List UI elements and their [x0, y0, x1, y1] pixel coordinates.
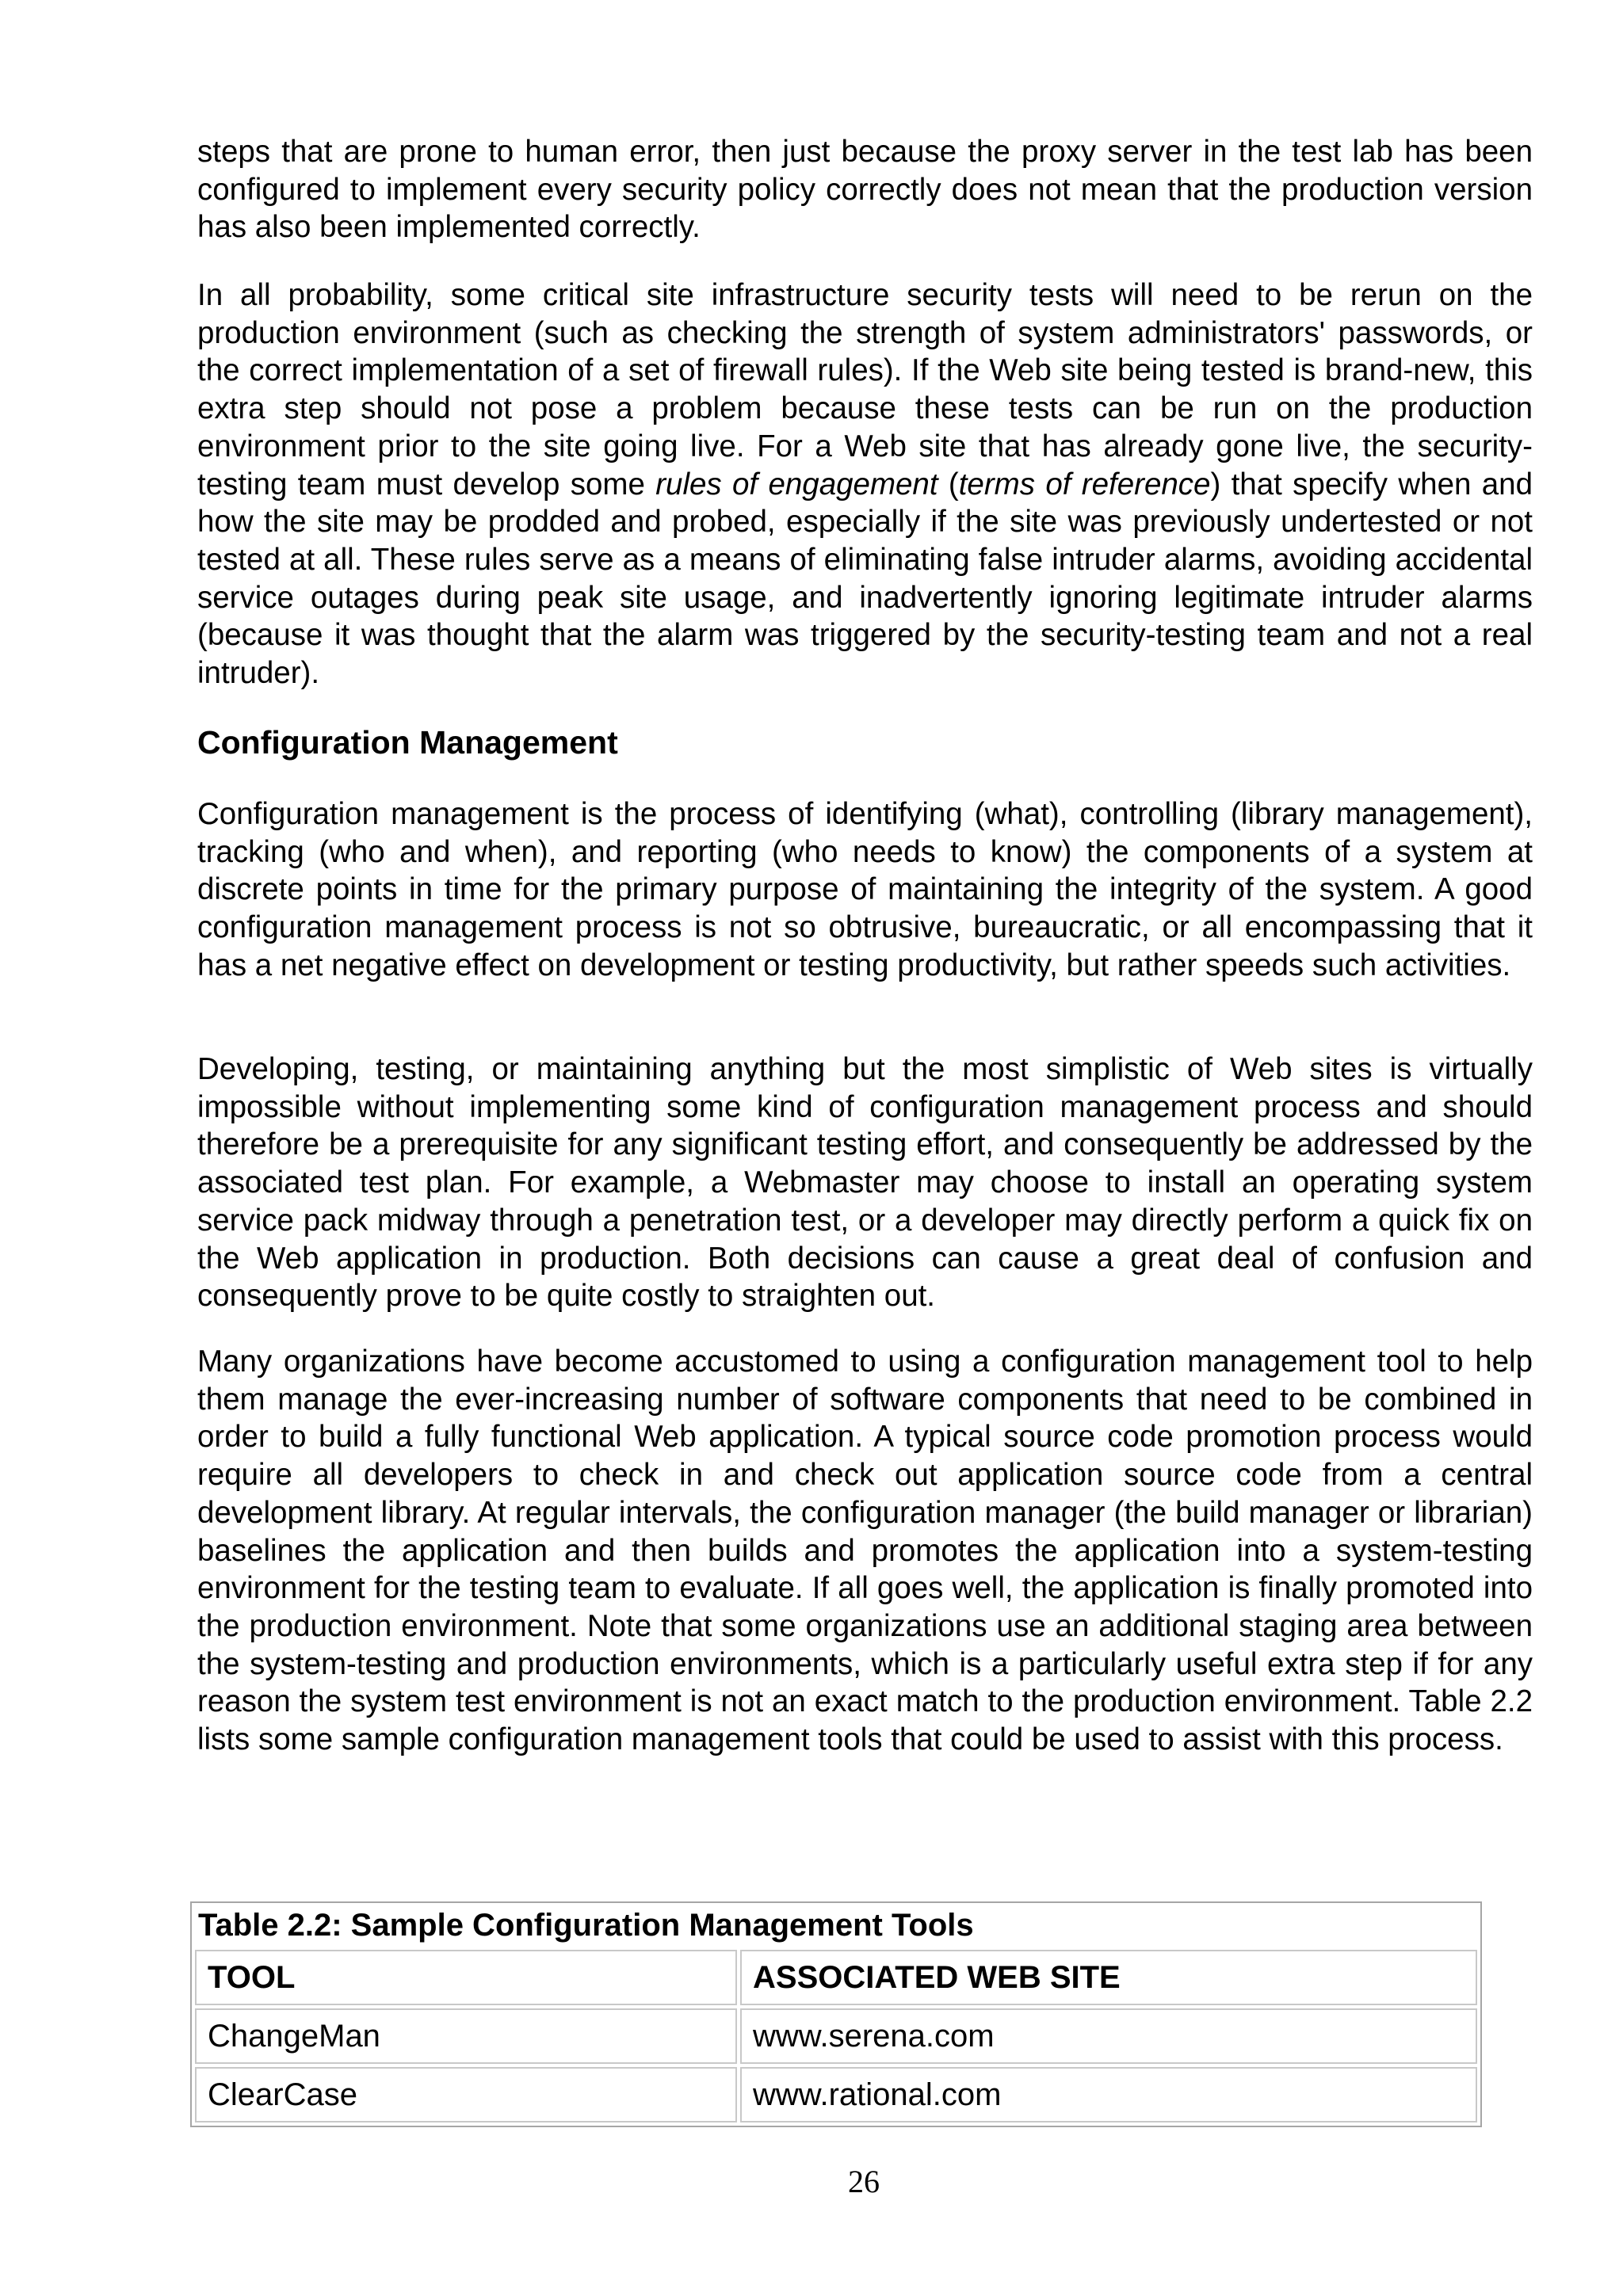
table-title-row	[195, 1906, 1477, 1947]
section-heading: Configuration Management	[197, 724, 618, 761]
table-row	[195, 2008, 1477, 2064]
paragraph-1: steps that are prone to human error, then just because the proxy server in the test lab has been configured to implement every security policy correctly does not mean that the production version has also been implemented correctly.	[197, 135, 1533, 245]
paragraph-2-text-a: In all probability, some critical site infrastructure security tests will need to be rerun on the production environment (such as checking the strength of system administrators' passwords, or the correct implementation of a set of firewall rules). If the Web site being tested is brand-new, this extra step should not pose a problem because these tests can be run on the production environment prior to the site going live. For a Web site that has already gone live, the security-testing team must develop some	[197, 278, 1533, 502]
rules-of-engagement-term: rules of engagement	[655, 467, 938, 502]
paragraph-5: Many organizations have become accustomed to using a configuration management tool to help them manage the ever-increasing number of software components that need to be combined in order to build a fully functional Web application. A typical source code promotion process would require all developers to check in and check out application source code from a central development library. At regular intervals, the configuration manager (the build manager or librarian) baselines the application and then builds and promotes the application into a system-testing environment for the testing team to evaluate. If all goes well, the application is finally promoted into the production environment. Note that some organizations use an additional staging area between the system-testing and production environments, which is a particularly useful extra step if for any reason the system test environment is not an exact match to the production environment. Table 2.2 lists some sample configuration management tools that could be used to assist with this process.	[197, 1344, 1533, 1757]
paragraph-2	[197, 277, 1533, 692]
paragraph-2-text-c: ) that specify when and how the site may be prodded and probed, especially if the site was previously undertested or not tested at all. These rules serve as a means of eliminating false intruder alarms, avoiding accidental service outages during peak site usage, and inadvertently ignoring legitimate intruder alarms (because it was thought that the alarm was triggered by the security-testing team and not a real intruder).	[197, 467, 1533, 691]
terms-of-reference-term: terms of reference	[958, 467, 1211, 502]
table-header-row	[195, 1950, 1477, 2005]
paragraph-2-text-b: (	[938, 467, 959, 502]
paragraph-4: Developing, testing, or maintaining anything but the most simplistic of Web sites is virtually impossible without implementing some kind of configuration management process and should therefore be a prerequisite for any significant testing effort, and consequently be addressed by the associated test plan. For example, a Webmaster may choose to install an operating system service pack midway through a penetration test, or a developer may directly perform a quick fix on the Web application in production. Both decisions can cause a great deal of confusion and consequently prove to be quite costly to straighten out.	[197, 1052, 1533, 1314]
table-title: Table 2.2: Sample Configuration Management Tools	[198, 1908, 974, 1943]
paragraph-3: Configuration management is the process of identifying (what), controlling (library management), tracking (who and when), and reporting (who needs to know) the components of a system at discrete points in time for the primary purpose of maintaining the integrity of the system. A good configuration management process is not so obtrusive, bureaucratic, or all encompassing that it has a net negative effect on development or testing productivity, but rather speeds such activities.	[197, 797, 1533, 982]
table-cell-website: www.serena.com	[740, 2008, 1477, 2064]
table-row	[195, 2067, 1477, 2122]
table-header-tool: TOOL	[195, 1950, 737, 2005]
page-number: 26	[848, 2164, 880, 2199]
config-tools-table	[190, 1901, 1482, 2127]
table-header-website: ASSOCIATED WEB SITE	[740, 1950, 1477, 2005]
table-cell-tool: ClearCase	[195, 2067, 737, 2122]
table-cell-website: www.rational.com	[740, 2067, 1477, 2122]
table-cell-tool: ChangeMan	[195, 2008, 737, 2064]
